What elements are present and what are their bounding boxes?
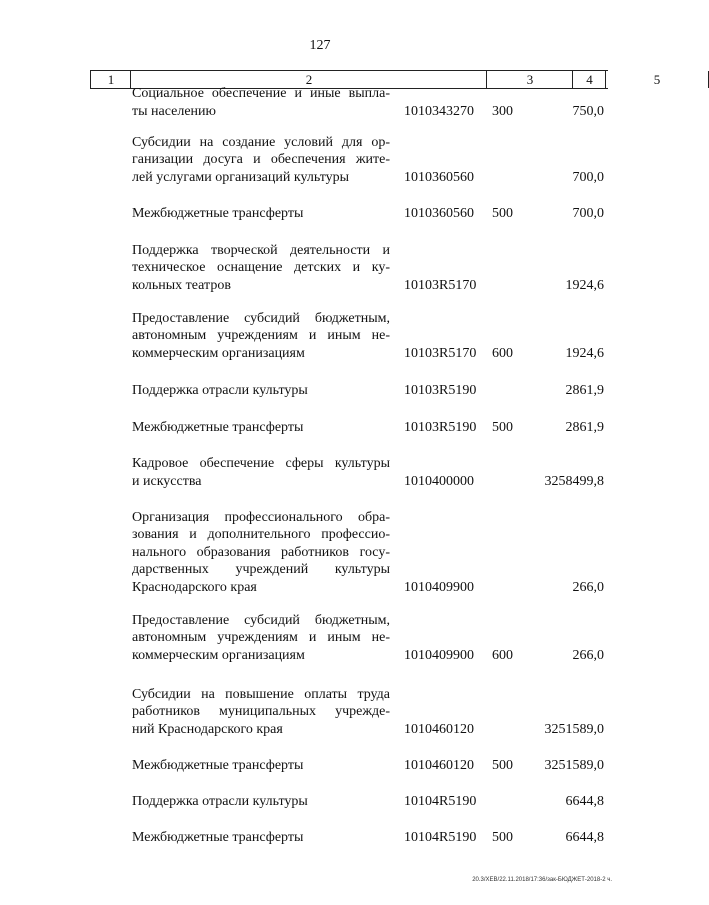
row-description-line: Поддержка отрасли культуры: [132, 793, 308, 809]
row-description: [132, 455, 390, 490]
row-amount: 700,0: [572, 205, 604, 221]
row-description: [132, 509, 390, 597]
row-description-line: автономным учреждениям и иным не-: [132, 630, 390, 645]
row-expense-type: 600: [492, 647, 513, 663]
table-row: [0, 419, 640, 437]
row-description-line: кольных театров: [132, 277, 231, 293]
page-number: 127: [309, 38, 331, 53]
row-amount: 3251589,0: [544, 757, 604, 773]
row-expense-type: 500: [492, 829, 513, 845]
table-row: [0, 829, 640, 847]
column-header-4: 4: [572, 71, 606, 88]
row-target-code: 10103R5170: [404, 345, 477, 361]
row-amount: 266,0: [572, 647, 604, 663]
table-row: [0, 205, 640, 223]
row-target-code: 1010360560: [404, 169, 474, 185]
row-target-code: 1010409900: [404, 647, 474, 663]
row-target-code: 10103R5190: [404, 419, 477, 435]
table-row: [0, 612, 640, 665]
row-amount: 3258499,8: [544, 473, 604, 489]
row-amount: 2861,9: [565, 419, 604, 435]
row-amount: 6644,8: [565, 793, 604, 809]
row-description: [132, 829, 390, 847]
row-description-line: коммерческим организациям: [132, 647, 305, 663]
row-target-code: 1010460120: [404, 721, 474, 737]
column-header-1: 1: [90, 71, 131, 88]
row-description-line: коммерческим организациям: [132, 345, 305, 361]
table-row: [0, 134, 640, 187]
row-description: [132, 85, 390, 120]
row-description-line: Межбюджетные трансферты: [132, 205, 304, 221]
row-description-line: зования и дополнительного профессио-: [132, 527, 390, 542]
row-description-line: автономным учреждениям и иным не-: [132, 328, 390, 343]
row-amount: 700,0: [572, 169, 604, 185]
row-expense-type: 300: [492, 103, 513, 119]
row-target-code: 1010360560: [404, 205, 474, 221]
row-target-code: 10103R5190: [404, 382, 477, 398]
table-row: [0, 310, 640, 363]
row-description: [132, 419, 390, 437]
row-description-line: ты населению: [132, 103, 216, 119]
table-row: [0, 509, 640, 597]
row-description-line: нального образования работников госу-: [132, 544, 390, 560]
row-target-code: 1010400000: [404, 473, 474, 489]
column-header-5: 5: [605, 71, 709, 88]
row-expense-type: 500: [492, 205, 513, 221]
column-header-2: 2: [130, 71, 487, 88]
row-description: [132, 134, 390, 187]
row-description-line: Социальное обеспечение и иные выпла-: [132, 86, 390, 101]
row-description-line: Субсидии на создание условий для ор-: [132, 134, 390, 150]
row-expense-type: 600: [492, 345, 513, 361]
row-amount: 266,0: [572, 579, 604, 595]
row-description-line: техническое оснащение детских и ку-: [132, 260, 390, 275]
row-description-line: Поддержка творческой деятельности и: [132, 242, 390, 258]
row-description-line: Межбюджетные трансферты: [132, 419, 304, 435]
row-description-line: лей услугами организаций культуры: [132, 169, 350, 185]
row-description: [132, 310, 390, 363]
table-row: [0, 382, 640, 400]
row-target-code: 1010409900: [404, 579, 474, 595]
row-description: [132, 382, 390, 400]
row-description-line: Организация профессионального обра-: [132, 509, 390, 525]
table-row: [0, 455, 640, 490]
table-row: [0, 793, 640, 811]
row-description-line: работников муниципальных учрежде-: [132, 704, 390, 719]
row-description-line: Субсидии на повышение оплаты труда: [132, 686, 390, 702]
row-description-line: и искусства: [132, 473, 202, 489]
table-row: [0, 686, 640, 739]
row-target-code: 10104R5190: [404, 829, 477, 845]
table-row: [0, 242, 640, 295]
row-description-line: Предоставление субсидий бюджетным,: [132, 310, 390, 326]
row-description-line: Предоставление субсидий бюджетным,: [132, 612, 390, 628]
row-amount: 1924,6: [565, 277, 604, 293]
row-description-line: Поддержка отрасли культуры: [132, 382, 308, 398]
row-target-code: 1010343270: [404, 103, 474, 119]
row-description-line: Межбюджетные трансферты: [132, 829, 304, 845]
row-description-line: ганизации досуга и обеспечения жите-: [132, 152, 390, 167]
row-expense-type: 500: [492, 419, 513, 435]
row-amount: 2861,9: [565, 382, 604, 398]
row-description: [132, 612, 390, 665]
row-description: [132, 793, 390, 811]
column-header-3: 3: [486, 71, 573, 88]
row-description-line: ний Краснодарского края: [132, 721, 283, 737]
row-amount: 1924,6: [565, 345, 604, 361]
row-target-code: 10104R5190: [404, 793, 477, 809]
table-row: [0, 757, 640, 775]
document-footer-stamp: 20.3/ХЕВ/22.11.2018/17:36/зак-БЮДЖЕТ-2018-2 ч.: [472, 877, 612, 883]
row-description: [132, 205, 390, 223]
row-description: [132, 242, 390, 295]
row-description-line: дарственных учреждений культуры: [132, 562, 390, 577]
row-description-line: Краснодарского края: [132, 579, 257, 595]
row-description-line: Кадровое обеспечение сферы культуры: [132, 456, 390, 471]
row-amount: 750,0: [572, 103, 604, 119]
row-amount: 3251589,0: [544, 721, 604, 737]
row-description: [132, 757, 390, 775]
row-amount: 6644,8: [565, 829, 604, 845]
row-description-line: Межбюджетные трансферты: [132, 757, 304, 773]
row-description: [132, 686, 390, 739]
table-row: [0, 85, 640, 120]
row-target-code: 10103R5170: [404, 277, 477, 293]
row-target-code: 1010460120: [404, 757, 474, 773]
row-expense-type: 500: [492, 757, 513, 773]
